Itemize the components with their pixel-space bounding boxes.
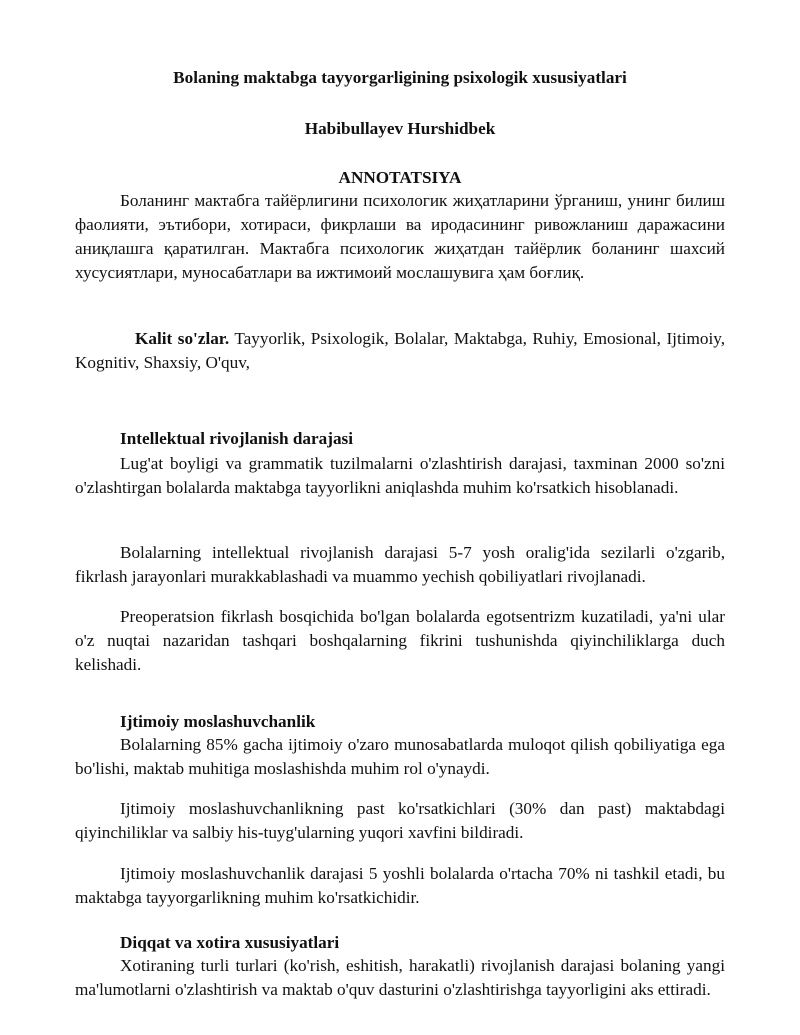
keywords-paragraph	[75, 327, 725, 375]
document-title: Bolaning maktabga tayyorgarligining psixologik xususiyatlari	[173, 68, 627, 87]
section-heading-attention-memory: Diqqat va xotira xususiyatlari	[120, 933, 340, 952]
section-1-paragraph-1: Lug'at boyligi va grammatik tuzilmalarni o'zlashtirish darajasi, taxminan 2000 so'zni o'zlashtirgan bolalarda maktabga tayyorlikni aniqlashda muhim ko'rsatkich hisoblanadi.	[75, 454, 725, 497]
section-heading-intellectual: Intellektual rivojlanish darajasi	[120, 429, 354, 448]
section-1-paragraph-2: Bolalarning intellektual rivojlanish darajasi 5-7 yosh oralig'ida sezilarli o'zgarib, fikrlash jarayonlari murakkablashadi va muammo yechish qobiliyatlari rivojlanadi.	[75, 543, 725, 586]
author-name: Habibullayev Hurshidbek	[304, 119, 496, 138]
section-2-paragraph-2: Ijtimoiy moslashuvchanlikning past ko'rsatkichlari (30% dan past) maktabdagi qiyinchiliklar va salbiy his-tuyg'ularning yuqori xavfini bildiradi.	[75, 799, 725, 842]
annotation-text: Боланинг мактабга тайёрлигини психологик жиҳатларини ўрганиш, унинг билиш фаолияти, эътибори, хотираси, фикрлаши ва иродасининг ривожланиш даражасини аниқлашга қаратилган. Мактабга психологик жиҳатдан тайёрлик боланинг шахсий хусусиятлари, муносабатлари ва ижтимоий мослашувига ҳам боғлиқ.	[75, 191, 725, 282]
section-3-paragraph-1: Xotiraning turli turlari (ko'rish, eshitish, harakatli) rivojlanish darajasi bolaning yangi ma'lumotlarni o'zlashtirish va maktab o'quv dasturini o'zlashtirishga tayyorligini aks ettiradi.	[75, 956, 725, 999]
section-heading-social: Ijtimoiy moslashuvchanlik	[120, 712, 316, 731]
section-1-paragraph-3: Preoperatsion fikrlash bosqichida bo'lgan bolalarda egotsentrizm kuzatiladi, ya'ni ular o'z nuqtai nazaridan tashqari boshqalarning fikrini tushunishda qiyinchiliklarga duch kelishadi.	[75, 607, 725, 674]
keywords-list: Tayyorlik, Psixologik, Bolalar, Maktabga, Ruhiy, Emosional, Ijtimoiy, Kognitiv, Shaxsiy, O'quv,	[75, 329, 726, 372]
keywords-label: Kalit so'zlar.	[135, 329, 230, 348]
section-2-paragraph-3: Ijtimoiy moslashuvchanlik darajasi 5 yoshli bolalarda o'rtacha 70% ni tashkil etadi, bu maktabga tayyorgarlikning muhim ko'rsatkichidir.	[75, 864, 725, 907]
annotation-heading: ANNOTATSIYA	[338, 168, 462, 187]
section-2-paragraph-1: Bolalarning 85% gacha ijtimoiy o'zaro munosabatlarda muloqot qilish qobiliyatiga ega bo'lishi, maktab muhitiga moslashishda muhim rol o'ynaydi.	[75, 735, 725, 778]
